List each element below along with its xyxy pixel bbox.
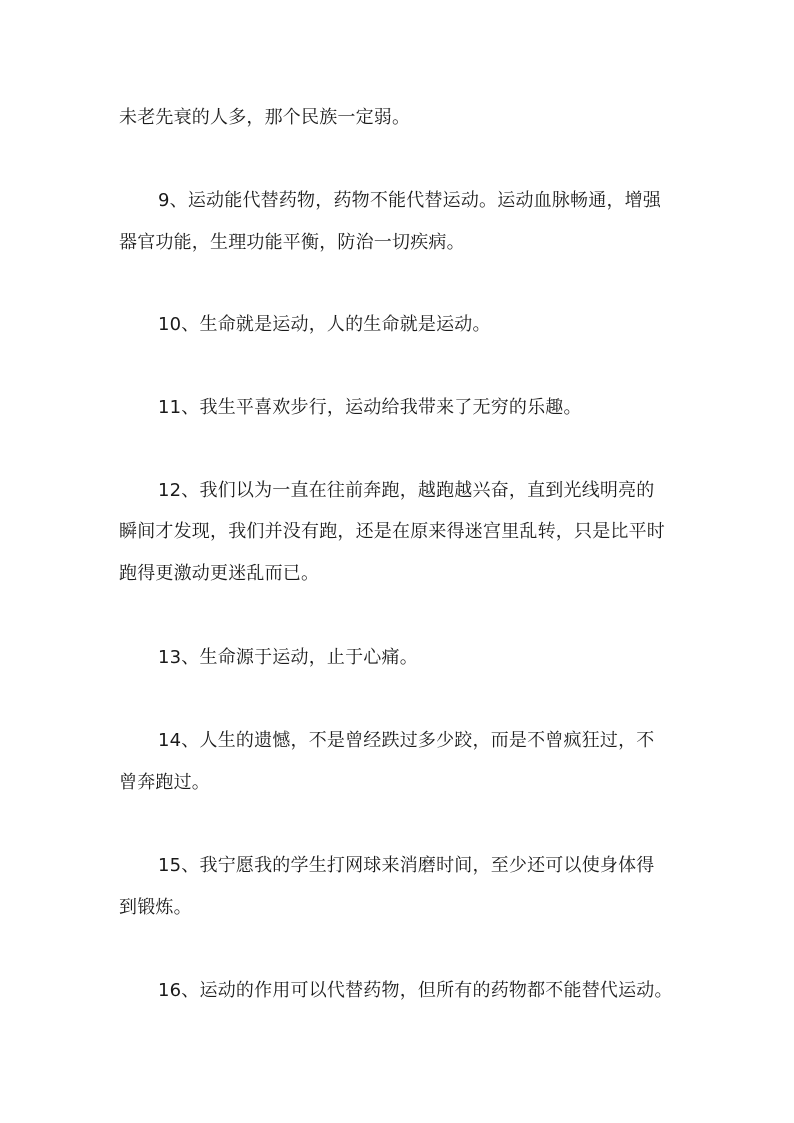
paragraph-9-line-1: 9、运动能代替药物，药物不能代替运动。运动血脉畅通，增强	[158, 190, 662, 211]
paragraph-13-line-1: 13、生命源于运动，止于心痛。	[158, 647, 418, 668]
paragraph-11-line-1: 11、我生平喜欢步行，运动给我带来了无穷的乐趣。	[158, 397, 582, 418]
paragraph-15-line-2: 到锻炼。	[119, 897, 192, 918]
paragraph-10-line-1: 10、生命就是运动，人的生命就是运动。	[158, 314, 491, 335]
paragraph-12-line-2: 瞬间才发现，我们并没有跑，还是在原来得迷宫里乱转，只是比平时	[119, 521, 665, 542]
paragraph-16-line-1: 16、运动的作用可以代替药物，但所有的药物都不能替代运动。	[158, 980, 673, 1001]
paragraph-14-line-2: 曾奔跑过。	[119, 772, 210, 793]
paragraph-15-line-1: 15、我宁愿我的学生打网球来消磨时间，至少还可以使身体得	[158, 855, 655, 876]
paragraph-8-line-1: 未老先衰的人多，那个民族一定弱。	[119, 107, 411, 128]
paragraph-9-line-2: 器官功能，生理功能平衡，防治一切疾病。	[119, 232, 465, 253]
paragraph-12-line-1: 12、我们以为一直在往前奔跑，越跑越兴奋，直到光线明亮的	[158, 480, 655, 501]
paragraph-14-line-1: 14、人生的遗憾，不是曾经跌过多少跤，而是不曾疯狂过，不	[158, 730, 655, 751]
paragraph-12-line-3: 跑得更激动更迷乱而已。	[119, 563, 320, 584]
